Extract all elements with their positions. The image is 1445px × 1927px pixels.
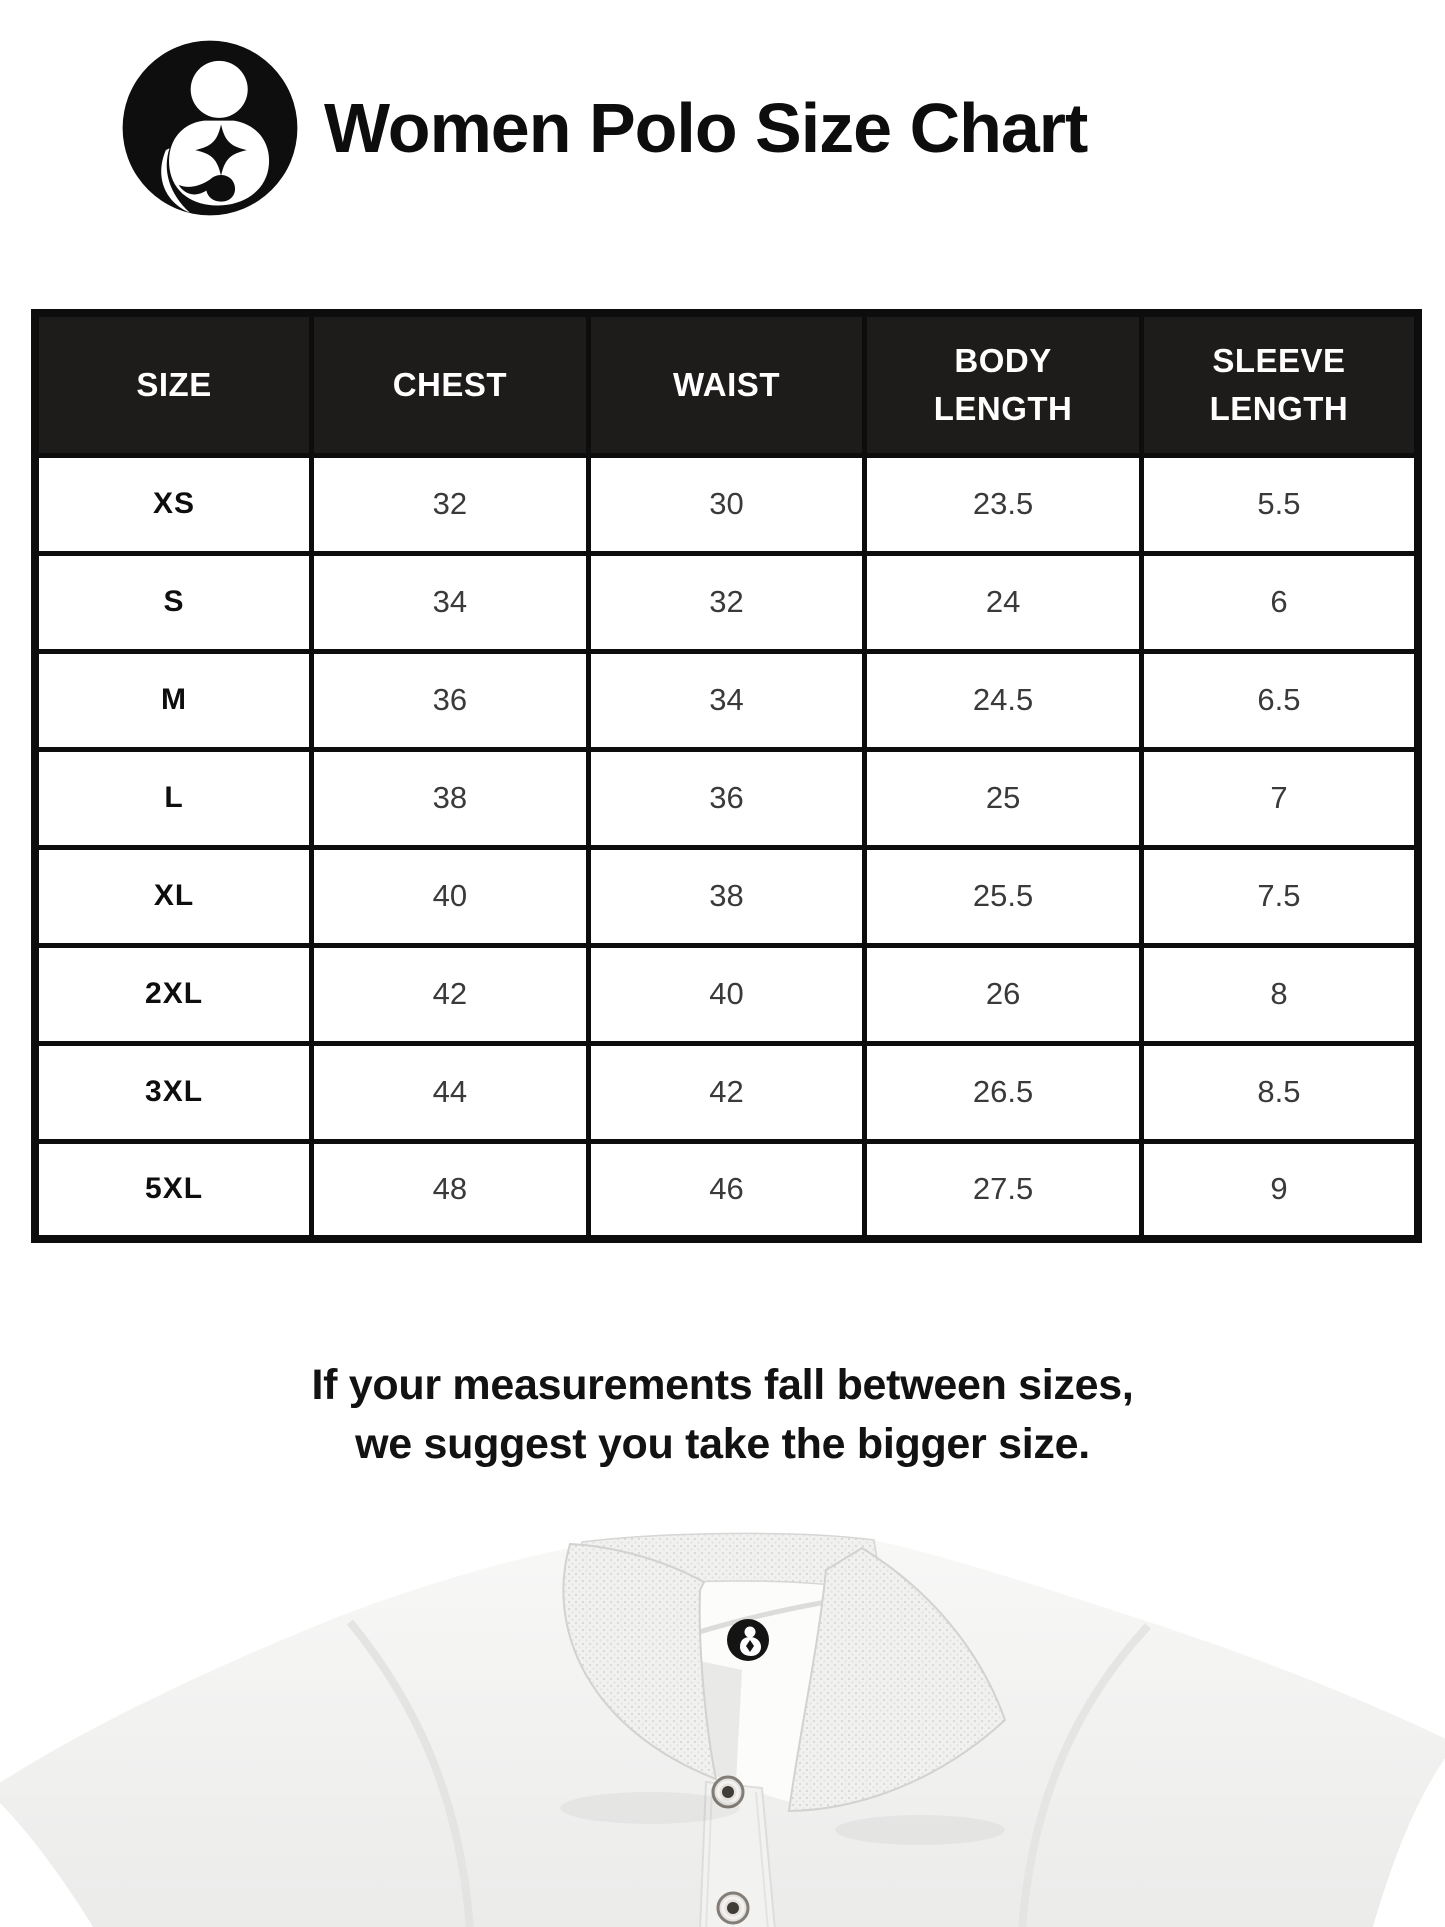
size-table-header	[35, 313, 1418, 455]
sleeve-length-cell: 5.5	[1141, 455, 1418, 553]
fit-note-line-2: we suggest you take the bigger size.	[355, 1420, 1090, 1468]
chest-cell: 40	[312, 847, 589, 945]
body-length-cell: 25.5	[865, 847, 1142, 945]
chest-cell: 38	[312, 749, 589, 847]
sleeve-length-cell: 8.5	[1141, 1043, 1418, 1141]
col-header-chest: CHEST	[312, 313, 589, 455]
size-cell: XS	[35, 455, 312, 553]
chest-cell: 34	[312, 553, 589, 651]
chest-cell: 42	[312, 945, 589, 1043]
brand-tag-icon	[727, 1619, 769, 1661]
chest-cell: 44	[312, 1043, 589, 1141]
waist-cell: 34	[588, 651, 865, 749]
waist-cell: 46	[588, 1141, 865, 1239]
body-length-cell: 23.5	[865, 455, 1142, 553]
header-row	[35, 313, 1418, 455]
waist-cell: 32	[588, 553, 865, 651]
sleeve-length-cell: 7.5	[1141, 847, 1418, 945]
body-length-cell: 25	[865, 749, 1142, 847]
chest-cell: 32	[312, 455, 589, 553]
waist-cell: 36	[588, 749, 865, 847]
sleeve-length-cell: 9	[1141, 1141, 1418, 1239]
size-cell: L	[35, 749, 312, 847]
sleeve-length-cell: 6	[1141, 553, 1418, 651]
brand-logo-icon	[118, 36, 302, 220]
col-header-sleeve-length: SLEEVE LENGTH	[1141, 313, 1418, 455]
size-table-body	[35, 455, 1418, 1239]
fit-note	[0, 1356, 1445, 1474]
body-length-cell: 24	[865, 553, 1142, 651]
size-cell: XL	[35, 847, 312, 945]
body-length-cell: 26	[865, 945, 1142, 1043]
waist-cell: 30	[588, 455, 865, 553]
col-header-waist: WAIST	[588, 313, 865, 455]
table-row-l	[35, 749, 1418, 847]
table-row-3xl	[35, 1043, 1418, 1141]
right-flap-shadow	[835, 1815, 1005, 1845]
sleeve-length-cell: 6.5	[1141, 651, 1418, 749]
fit-note-line-1: If your measurements fall between sizes,	[311, 1361, 1134, 1409]
body-length-cell: 27.5	[865, 1141, 1142, 1239]
waist-cell: 40	[588, 945, 865, 1043]
size-cell: S	[35, 553, 312, 651]
body-length-cell: 24.5	[865, 651, 1142, 749]
col-header-body-length: BODY LENGTH	[865, 313, 1142, 455]
waist-cell: 38	[588, 847, 865, 945]
chest-cell: 48	[312, 1141, 589, 1239]
size-cell: 3XL	[35, 1043, 312, 1141]
table-row-m	[35, 651, 1418, 749]
sleeve-length-cell: 8	[1141, 945, 1418, 1043]
page-title: Women Polo Size Chart	[324, 89, 1088, 167]
table-row-5xl	[35, 1141, 1418, 1239]
size-table	[31, 309, 1422, 1243]
size-cell: M	[35, 651, 312, 749]
sleeve-length-cell: 7	[1141, 749, 1418, 847]
waist-cell: 42	[588, 1043, 865, 1141]
col-header-size: SIZE	[35, 313, 312, 455]
chest-cell: 36	[312, 651, 589, 749]
size-cell: 2XL	[35, 945, 312, 1043]
body-length-cell: 26.5	[865, 1043, 1142, 1141]
table-row-2xl	[35, 945, 1418, 1043]
table-row-xl	[35, 847, 1418, 945]
polo-shirt-photo	[0, 1530, 1445, 1927]
size-cell: 5XL	[35, 1141, 312, 1239]
table-row-s	[35, 553, 1418, 651]
table-row-xs	[35, 455, 1418, 553]
polo-button-bottom	[718, 1893, 748, 1923]
left-flap-shadow	[560, 1792, 740, 1824]
